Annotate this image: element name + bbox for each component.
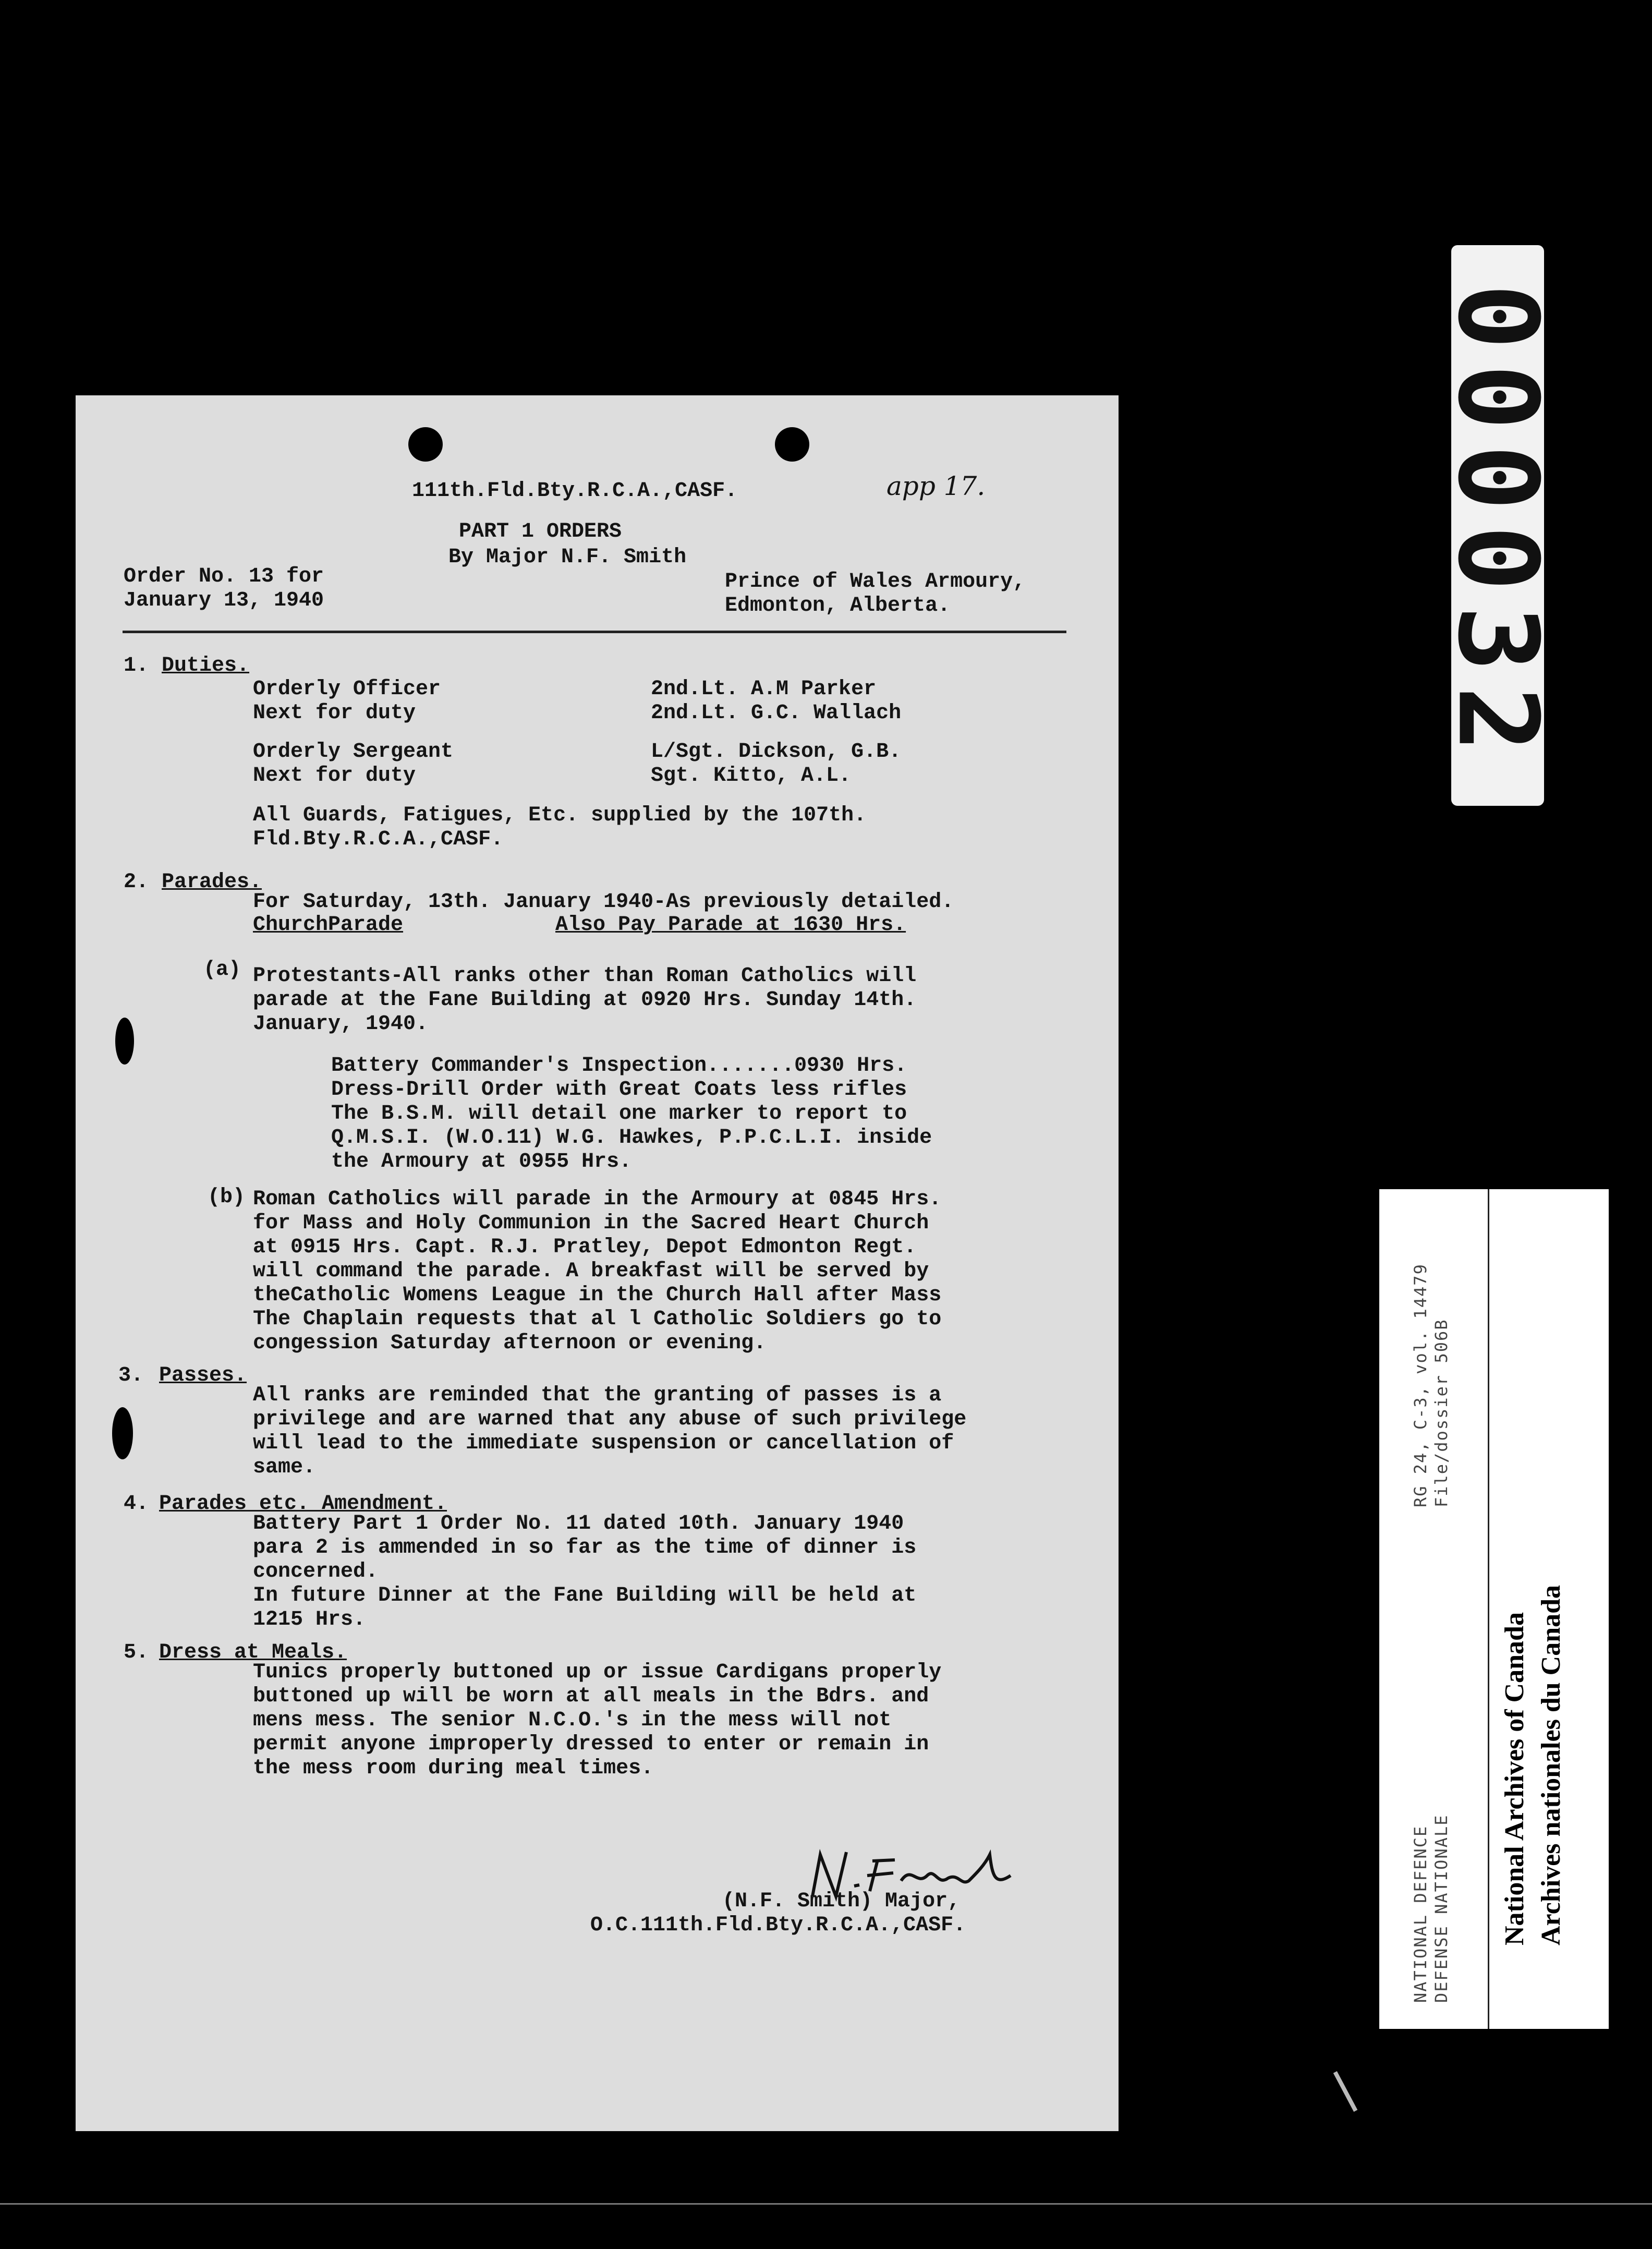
church-parade-label: ChurchParade — [253, 913, 404, 937]
orders-title: PART 1 ORDERS — [459, 520, 622, 543]
duties-note: Fld.Bty.R.C.A.,CASF. — [253, 828, 504, 851]
archive-number-stamp — [1434, 245, 1562, 806]
unit-heading: 111th.Fld.Bty.R.C.A.,CASF. — [412, 479, 738, 503]
passes-line: All ranks are reminded that the granting of passes is a — [253, 1384, 942, 1407]
label-archive-en: National Archives of Canada — [1500, 1612, 1529, 1945]
para-a-line: parade at the Fane Building at 0920 Hrs. Sunday 14th. — [253, 988, 917, 1012]
section-3-number: 3. — [118, 1364, 144, 1387]
para-a-label: (a) — [203, 958, 241, 982]
para-a-line: Protestants-All ranks other than Roman Catholics will — [253, 964, 917, 988]
inspection-line: Dress-Drill Order with Great Coats less rifles — [331, 1078, 907, 1102]
duty-role: Orderly Sergeant — [253, 740, 454, 764]
section-2-number: 2. — [124, 870, 149, 894]
pay-parade-label: Also Pay Parade at 1630 Hrs. — [555, 913, 906, 937]
amendment-line: concerned. — [253, 1560, 379, 1583]
location-line-1: Prince of Wales Armoury, — [725, 570, 1026, 594]
dress-line: permit anyone improperly dressed to enter or remain in — [253, 1733, 929, 1756]
location-line-2: Edmonton, Alberta. — [725, 594, 951, 618]
duty-name: L/Sgt. Dickson, G.B. — [651, 740, 902, 764]
inspection-line: Q.M.S.I. (W.O.11) W.G. Hawkes, P.P.C.L.I. inside — [331, 1126, 932, 1150]
duty-name: Sgt. Kitto, A.L. — [651, 764, 852, 788]
duty-role: Next for duty — [253, 702, 416, 725]
passes-line: privilege and are warned that any abuse of such privilege — [253, 1408, 967, 1431]
stamp-number: 000032 — [1434, 283, 1562, 767]
label-divider — [1488, 1189, 1489, 2029]
label-archive-fr: Archives nationales du Canada — [1536, 1585, 1566, 1945]
para-b-line: The Chaplain requests that al l Catholic Soldiers go to — [253, 1308, 942, 1331]
section-4-number: 4. — [124, 1492, 149, 1516]
film-scratch — [1333, 2071, 1357, 2112]
dress-line: mens mess. The senior N.C.O.'s in the mess will not — [253, 1709, 892, 1732]
punch-hole-right — [775, 427, 809, 462]
label-file: File/dossier 506B — [1431, 1319, 1451, 1507]
label-dept-en: NATIONAL DEFENCE — [1411, 1825, 1430, 2003]
punch-hole-left — [408, 427, 443, 462]
label-dept-fr: DEFENSE NATIONALE — [1431, 1814, 1451, 2003]
inspection-line: The B.S.M. will detail one marker to report to — [331, 1102, 907, 1126]
amendment-line: para 2 is ammended in so far as the time of dinner is — [253, 1536, 917, 1559]
duty-role: Next for duty — [253, 764, 416, 788]
section-4-heading: Parades etc. Amendment. — [159, 1492, 447, 1516]
amendment-line: In future Dinner at the Fane Building will be held at — [253, 1584, 917, 1607]
para-b-line: congession Saturday afternoon or evening. — [253, 1332, 767, 1355]
para-b-line: for Mass and Holy Communion in the Sacred Heart Church — [253, 1212, 929, 1235]
film-edge-line — [0, 2203, 1652, 2205]
handwritten-note: app 17. — [886, 471, 986, 501]
duty-name: 2nd.Lt. G.C. Wallach — [651, 702, 902, 725]
inspection-line: Battery Commander's Inspection.......0930 Hrs. — [331, 1054, 907, 1078]
passes-line: same. — [253, 1456, 316, 1479]
order-date: January 13, 1940 — [124, 589, 324, 612]
para-b-line: at 0915 Hrs. Capt. R.J. Pratley, Depot Edmonton Regt. — [253, 1236, 917, 1259]
signature-name: (N.F. Smith) Major, — [722, 1890, 961, 1913]
section-3-heading: Passes. — [159, 1364, 247, 1387]
duty-name: 2nd.Lt. A.M Parker — [651, 678, 877, 701]
amendment-line: Battery Part 1 Order No. 11 dated 10th. January 1940 — [253, 1512, 904, 1535]
archive-label — [1379, 1189, 1609, 2029]
para-b-label: (b) — [208, 1186, 246, 1209]
parade-line: For Saturday, 13th. January 1940-As previously detailed. — [253, 890, 954, 914]
inspection-line: the Armoury at 0955 Hrs. — [331, 1150, 632, 1174]
para-b-line: Roman Catholics will parade in the Armoury at 0845 Hrs. — [253, 1188, 942, 1211]
passes-line: will lead to the immediate suspension or cancellation of — [253, 1432, 954, 1455]
section-5-heading: Dress at Meals. — [159, 1641, 347, 1664]
duties-note: All Guards, Fatigues, Etc. supplied by the 107th. — [253, 804, 867, 827]
by-line: By Major N.F. Smith — [448, 546, 687, 569]
amendment-line: 1215 Hrs. — [253, 1608, 366, 1631]
signature-title: O.C.111th.Fld.Bty.R.C.A.,CASF. — [590, 1914, 966, 1937]
para-b-line: will command the parade. A breakfast will be served by — [253, 1260, 929, 1283]
ink-blot — [112, 1407, 133, 1459]
duty-role: Orderly Officer — [253, 678, 441, 701]
section-5-number: 5. — [124, 1641, 149, 1664]
ink-blot — [115, 1018, 134, 1065]
order-number: Order No. 13 for — [124, 565, 324, 588]
section-1-number: 1. — [124, 654, 149, 678]
label-reference: RG 24, C-3, vol. 14479 — [1411, 1263, 1430, 1507]
header-rule — [123, 631, 1066, 633]
dress-line: the mess room during meal times. — [253, 1757, 654, 1780]
para-a-line: January, 1940. — [253, 1012, 429, 1036]
dress-line: buttoned up will be worn at all meals in the Bdrs. and — [253, 1685, 929, 1708]
para-b-line: theCatholic Womens League in the Church Hall after Mass — [253, 1284, 942, 1307]
dress-line: Tunics properly buttoned up or issue Cardigans properly — [253, 1661, 942, 1684]
section-1-heading: Duties. — [162, 654, 250, 678]
section-2-heading: Parades. — [162, 870, 262, 894]
document-page — [76, 395, 1119, 2131]
